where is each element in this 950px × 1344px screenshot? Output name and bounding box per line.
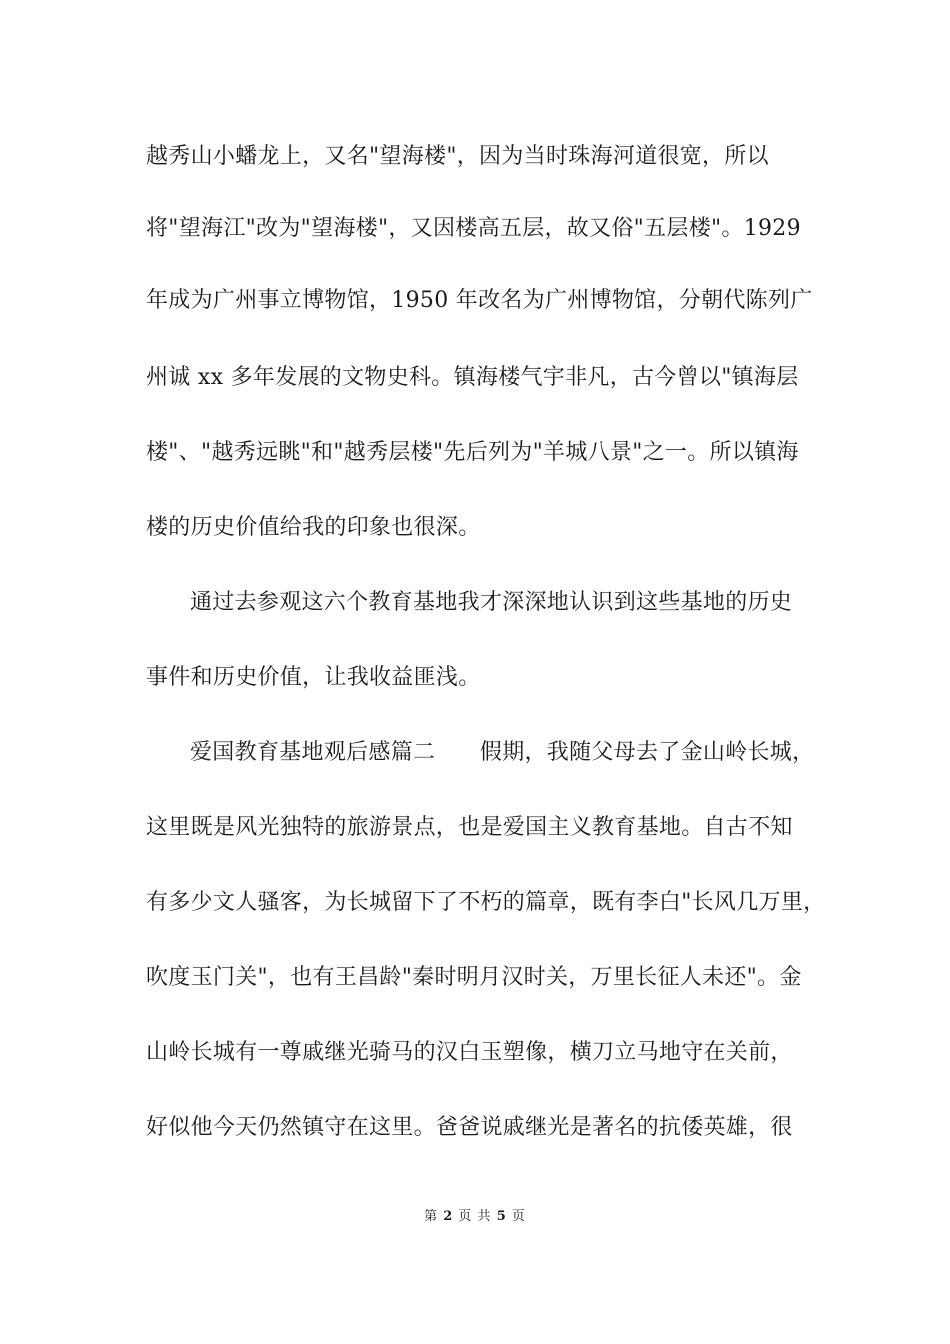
footer-suffix: 页 [511, 1209, 526, 1224]
paragraph-first-line: 通过去参观这六个教育基地我才深深地认识到这些基地的历史 [190, 590, 793, 615]
page-footer [0, 1208, 950, 1226]
text-line: 州诚 xx 多年发展的文物史科。镇海楼气宇非凡，古今曾以"镇海层 [146, 365, 799, 390]
text-line: 年成为广州事立博物馆，1950 年改名为广州博物馆，分朝代陈列广 [146, 288, 813, 313]
text-line: 楼"、"越秀远眺"和"越秀层楼"先后列为"羊城八景"之一。所以镇海 [146, 440, 799, 465]
text-line: 越秀山小蟠龙上，又名"望海楼"，因为当时珠海河道很宽，所以 [146, 144, 769, 169]
text-line: 事件和历史价值，让我收益匪浅。 [146, 665, 481, 690]
text-line: 这里既是风光独特的旅游景点，也是爱国主义教育基地。自古不知 [146, 815, 793, 840]
footer-middle: 页 共 [458, 1209, 492, 1224]
text-line: 山岭长城有一尊戚继光骑马的汉白玉塑像，横刀立马地守在关前， [146, 1040, 793, 1065]
text-line: 有多少文人骚客，为长城留下了不朽的篇章，既有李白"长风几万里， [146, 890, 826, 915]
section-heading-line: 爱国教育基地观后感篇二 假期，我随父母去了金山岭长城， [190, 740, 815, 765]
text-line: 吹度玉门关"，也有王昌龄"秦时明月汉时关，万里长征人未还"。金 [146, 965, 802, 990]
text-line: 好似他今天仍然镇守在这里。爸爸说戚继光是著名的抗倭英雄，很 [146, 1115, 793, 1140]
text-line: 将"望海江"改为"望海楼"，又因楼高五层，故又俗"五层楼"。1929 [146, 216, 801, 241]
total-pages-number: 5 [496, 1209, 507, 1224]
footer-prefix: 第 [424, 1209, 439, 1224]
text-line: 楼的历史价值给我的印象也很深。 [146, 515, 481, 540]
current-page-number: 2 [443, 1209, 454, 1224]
